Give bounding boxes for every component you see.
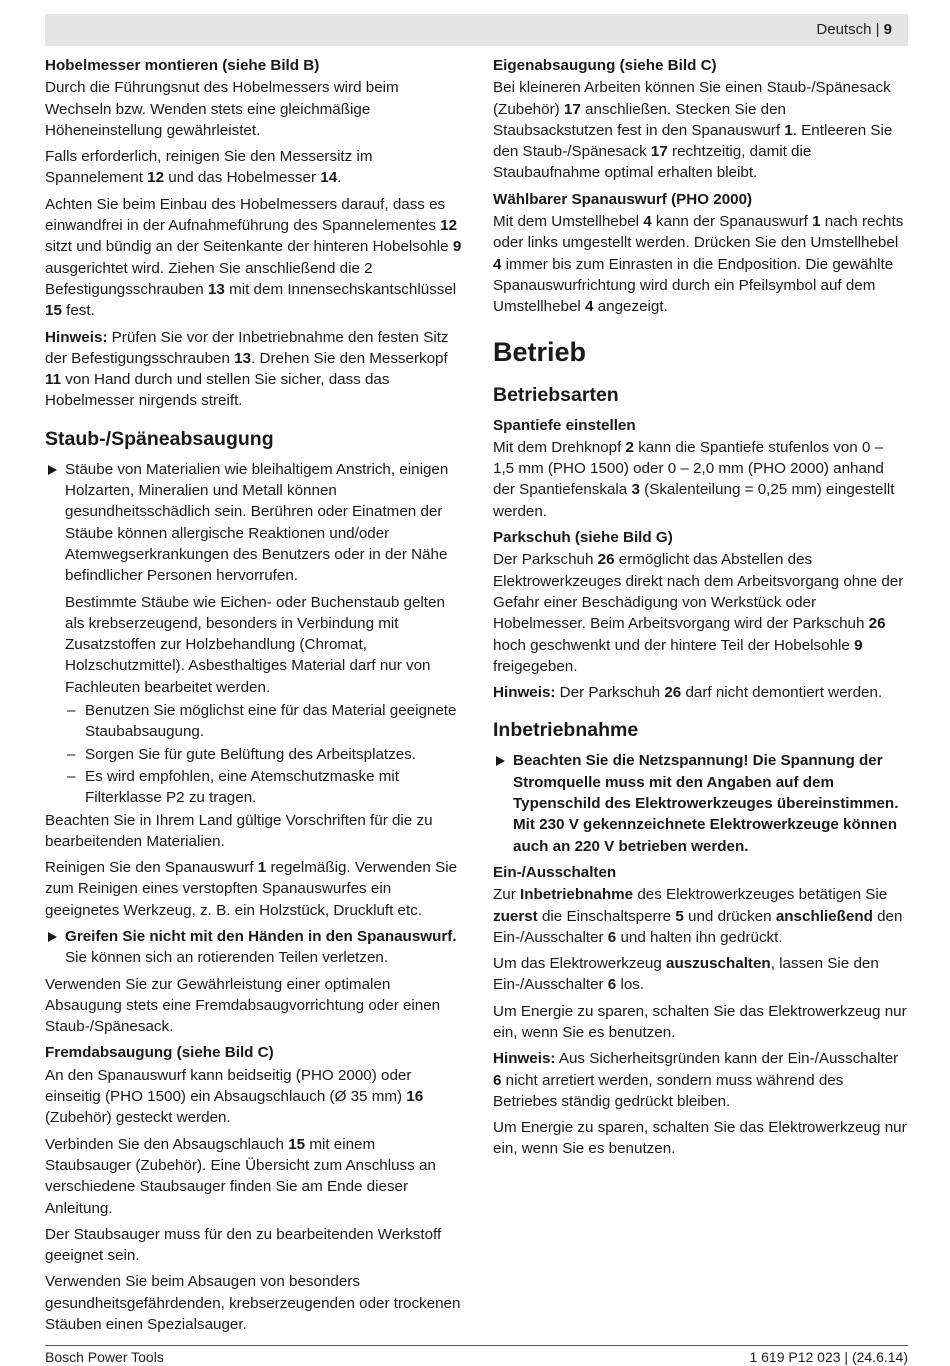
indented-paragraph: Bestimmte Stäube wie Eichen- oder Buchenstaub gelten als krebserzeugend, besonders in Verbindung mit Zusatzstoffen zur Holzbehandlung (Chromat, Holzschutzmittel). Asbesthaltiges Material darf nur von Fachleuten bearbeitet werden.	[65, 593, 445, 696]
subheading: Hobelmesser montieren (siehe Bild B)	[45, 57, 320, 74]
subheading: Ein-/Ausschalten	[493, 863, 617, 881]
section-heading: Betriebsarten	[493, 383, 619, 406]
subheading: Spantiefe einstellen	[493, 416, 636, 434]
paragraph: Der Staubsauger muss für den zu bearbeitenden Werkstoff geeignet sein.	[45, 1225, 442, 1265]
page-header-bar	[45, 14, 908, 46]
paragraph: Falls erforderlich, reinigen Sie den Messersitz im Spannelement 12 und das Hobelmesser 14.	[45, 148, 373, 187]
footer-brand: Bosch Power Tools	[45, 1349, 164, 1365]
paragraph: Hinweis: Der Parkschuh 26 darf nicht demontiert werden.	[493, 684, 883, 702]
paragraph: Verwenden Sie zur Gewährleistung einer optimalen Absaugung stets eine Fremdabsaugvorrichtung oder einen Staub-/Spänesack.	[45, 975, 441, 1036]
bullet-item: Stäube von Materialien wie bleihaltigem Anstrich, einigen Holzarten, Mineralien und Metall können gesundheitsschädlich sein. Berühren oder Einatmen der Stäube können allergische Reaktionen und/oder Atemwegserkrankungen des Benutzers oder in der Nähe befindlicher Personen hervorrufen.	[45, 459, 463, 587]
paragraph: Um Energie zu sparen, schalten Sie das Elektrowerkzeug nur ein, wenn Sie es benutzen.	[493, 1119, 907, 1158]
section-heading: Staub-/Späneabsaugung	[45, 427, 274, 450]
paragraph: Um Energie zu sparen, schalten Sie das Elektrowerkzeug nur ein, wenn Sie es benutzen.	[493, 1002, 907, 1041]
paragraph: Beachten Sie in Ihrem Land gültige Vorschriften für die zu bearbeitenden Materialien.	[45, 811, 433, 850]
paragraph: Achten Sie beim Einbau des Hobelmessers darauf, dass es einwandfrei in der Aufnahmeführung des Spannelementes 12 sitzt und bündig an der Seitenkante der hinteren Hobelsohle 9 ausgerichtet wird. Ziehen Sie anschließend die 2 Befestigungsschrauben 13 mit dem Innensechskantschlüssel 15 fest.	[45, 195, 462, 320]
footer-doc-number: 1 619 P12 023 | (24.6.14)	[749, 1349, 908, 1365]
page-header	[816, 21, 892, 38]
header-separator: |	[871, 21, 884, 38]
paragraph: Hinweis: Aus Sicherheitsgründen kann der Ein-/Ausschalter 6 nicht arretiert werden, sondern muss während des Betriebes ständig gedrückt bleiben.	[493, 1050, 899, 1110]
paragraph: Mit dem Drehknopf 2 kann die Spantiefe stufenlos von 0 – 1,5 mm (PHO 1500) oder 0 – 2,0 mm (PHO 2000) anhand der Spantiefenskala 3 (Skalenteilung = 0,25 mm) eingestellt werden.	[493, 438, 895, 520]
right-column	[493, 55, 908, 1165]
subheading: Eigenabsaugung (siehe Bild C)	[493, 57, 717, 74]
paragraph: Hinweis: Prüfen Sie vor der Inbetriebnahme den festen Sitz der Befestigungsschrauben 13. Drehen Sie den Messerkopf 11 von Hand durch und stellen Sie sicher, dass das Hobelmesser nirgends streift.	[45, 328, 449, 410]
paragraph: Mit dem Umstellhebel 4 kann der Spanauswurf 1 nach rechts oder links umgestellt werden. Drücken Sie den Umstellhebel 4 immer bis zum Einrasten in die Endposition. Die gewählte Spanauswurfrichtung wird durch ein Pfeilsymbol auf dem Umstellhebel 4 angezeigt.	[493, 213, 904, 316]
paragraph: Bei kleineren Arbeiten können Sie einen Staub-/Spänesack (Zubehör) 17 anschließen. Stecken Sie den Staubsackstutzen fest in den Spanauswurf 1. Entleeren Sie den Staub-/Spänesack 17 rechtzeitig, damit die Staubaufnahme optimal erhalten bleibt.	[493, 79, 893, 182]
footer-divider	[45, 1345, 908, 1346]
section-heading: Inbetriebnahme	[493, 719, 639, 742]
subheading: Parkschuh (siehe Bild G)	[493, 529, 673, 547]
paragraph: Verbinden Sie den Absaugschlauch 15 mit einem Staubsauger (Zubehör). Eine Übersicht zum Anschluss an verschiedene Staubsauger finden Sie am Ende dieser Anleitung.	[45, 1135, 436, 1217]
left-column	[45, 55, 463, 1340]
page-number: 9	[883, 21, 892, 38]
paragraph: Verwenden Sie beim Absaugen von besonders gesundheitsgefährdenden, krebserzeugenden oder trockenen Stäuben einen Spezialsauger.	[45, 1273, 461, 1334]
dash-item: – Benutzen Sie möglichst eine für das Material geeignete Staubabsaugung.	[45, 700, 463, 743]
paragraph: Der Parkschuh 26 ermöglicht das Abstellen des Elektrowerkzeuges direkt nach dem Arbeitsvorgang ohne der Gefahr einer Beschädigung von Werkstück oder Hobelmesser. Beim Arbeitsvorgang wird der Parkschuh 26 hoch geschwenkt und der hintere Teil der Hobelsohle 9 freigegeben.	[493, 551, 904, 675]
dash-item: – Es wird empfohlen, eine Atemschutzmaske mit Filterklasse P2 zu tragen.	[45, 766, 463, 809]
subheading: Fremdabsaugung (siehe Bild C)	[45, 1044, 274, 1062]
paragraph: Reinigen Sie den Spanauswurf 1 regelmäßig. Verwenden Sie zum Reinigen eines verstopften Spanauswurfes ein geeignetes Werkzeug, z. B. ein Holzstück, Druckluft etc.	[45, 859, 458, 919]
chapter-heading: Betrieb	[493, 336, 587, 367]
paragraph: Um das Elektrowerkzeug auszuschalten, lassen Sie den Ein-/Ausschalter 6 los.	[493, 955, 879, 994]
warning-bullet: Beachten Sie die Netzspannung! Die Spannung der Stromquelle muss mit den Angaben auf dem Typenschild des Elektrowerkzeuges übereinstimmen. Mit 230 V gekennzeichnete Elektrowerkzeuge können auch an 220 V betrieben werden.	[493, 750, 908, 856]
dash-item: – Sorgen Sie für gute Belüftung des Arbeitsplatzes.	[45, 744, 463, 765]
bullet-item: Greifen Sie nicht mit den Händen in den Spanauswurf. Sie können sich an rotierenden Teilen verletzen.	[45, 926, 463, 969]
paragraph: An den Spanauswurf kann beidseitig (PHO 2000) oder einseitig (PHO 1500) ein Absaugschlauch (Ø 35 mm) 16 (Zubehör) gesteckt werden.	[45, 1066, 424, 1127]
paragraph: Durch die Führungsnut des Hobelmessers wird beim Wechseln bzw. Wenden stets eine gleichmäßige Höheneinstellung gewährleistet.	[45, 79, 399, 139]
subheading: Wählbarer Spanauswurf (PHO 2000)	[493, 190, 753, 208]
paragraph: Zur Inbetriebnahme des Elektrowerkzeuges betätigen Sie zuerst die Einschaltsperre 5 und drücken anschließend den Ein-/Ausschalter 6 und halten ihn gedrückt.	[493, 886, 903, 946]
header-language: Deutsch	[816, 21, 872, 38]
